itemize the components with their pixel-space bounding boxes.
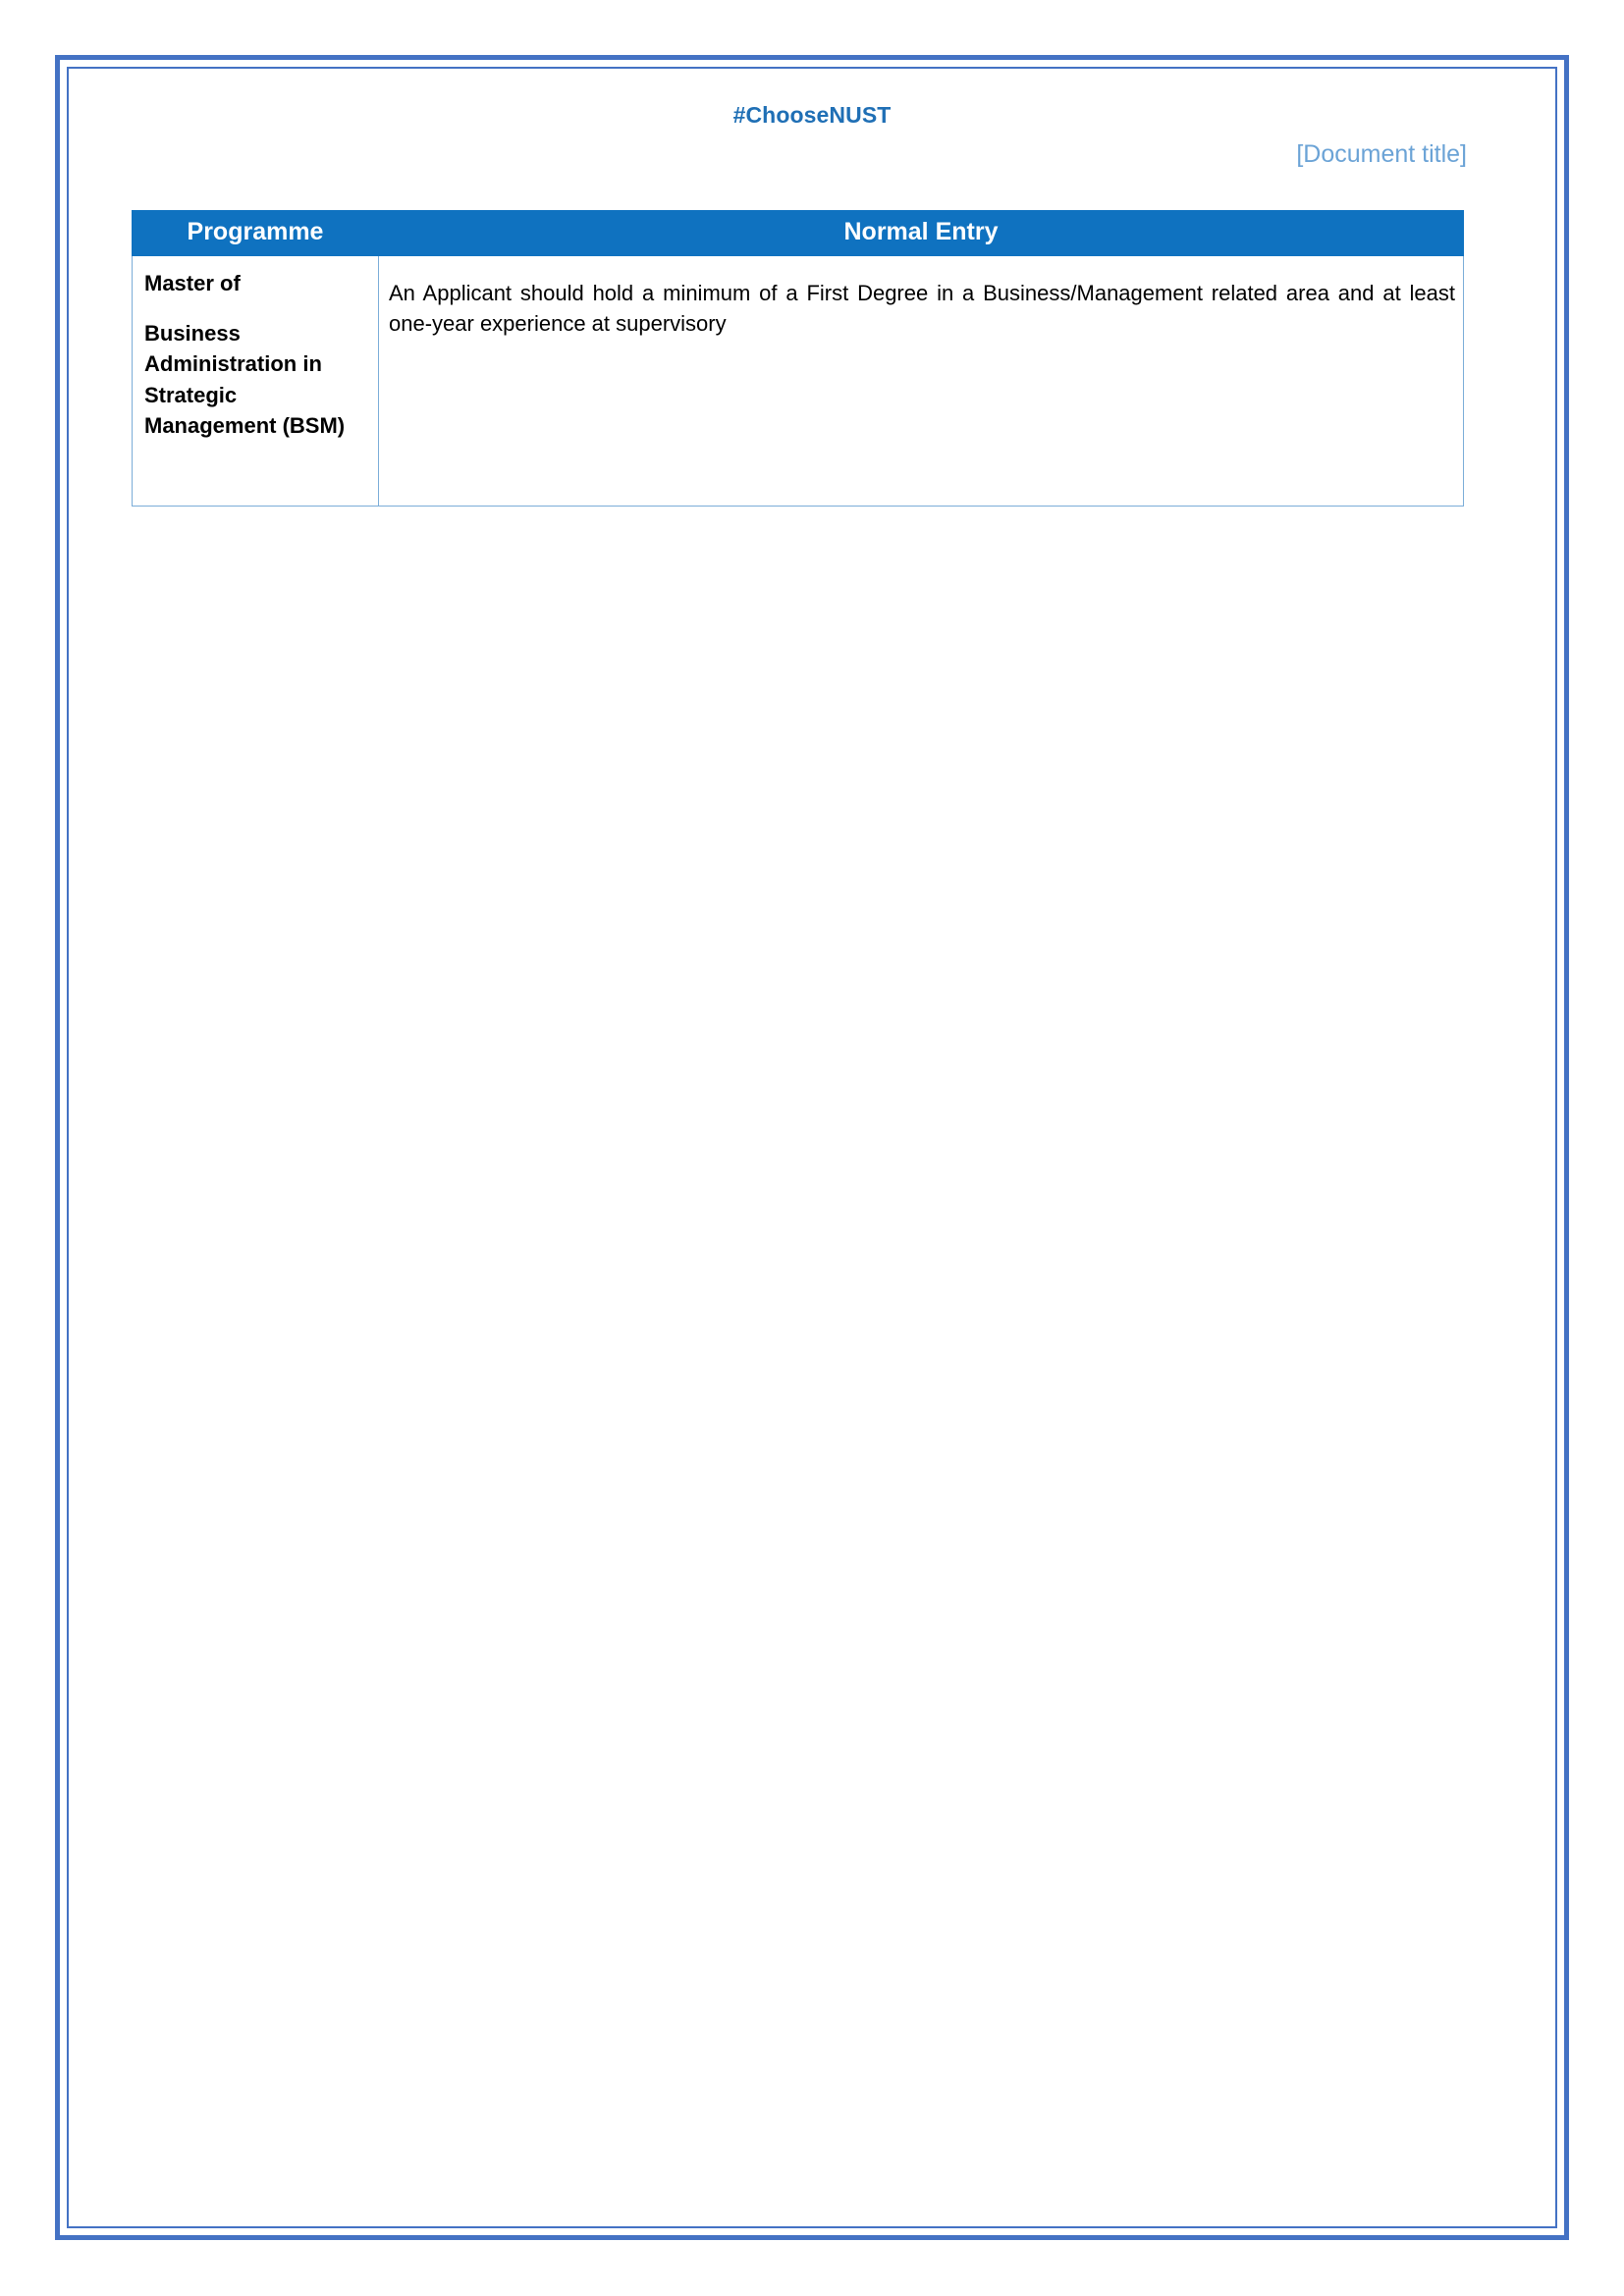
table-header xyxy=(133,211,1464,256)
programme-entry-table xyxy=(132,210,1464,507)
programme-name-line-1: Master of xyxy=(144,271,241,295)
table-row xyxy=(133,256,1464,507)
table-cell-programme xyxy=(133,256,379,507)
table-cell-normal-entry: An Applicant should hold a minimum of a First Degree in a Business/Management related area and at least one-year experience at supervisory xyxy=(379,256,1464,507)
page-border-outer xyxy=(55,55,1569,2240)
page-border-inner xyxy=(67,67,1557,2228)
page-content xyxy=(69,69,1555,2226)
programme-name-line-2: Business Administration in Strategic Management (BSM) xyxy=(144,321,346,438)
table-header-row xyxy=(133,211,1464,256)
table-header-normal-entry: Normal Entry xyxy=(379,211,1464,256)
table-header-programme: Programme xyxy=(133,211,379,256)
header-document-title: [Document title] xyxy=(1296,140,1467,168)
table-body xyxy=(133,256,1464,507)
header-hashtag: #ChooseNUST xyxy=(732,102,892,128)
